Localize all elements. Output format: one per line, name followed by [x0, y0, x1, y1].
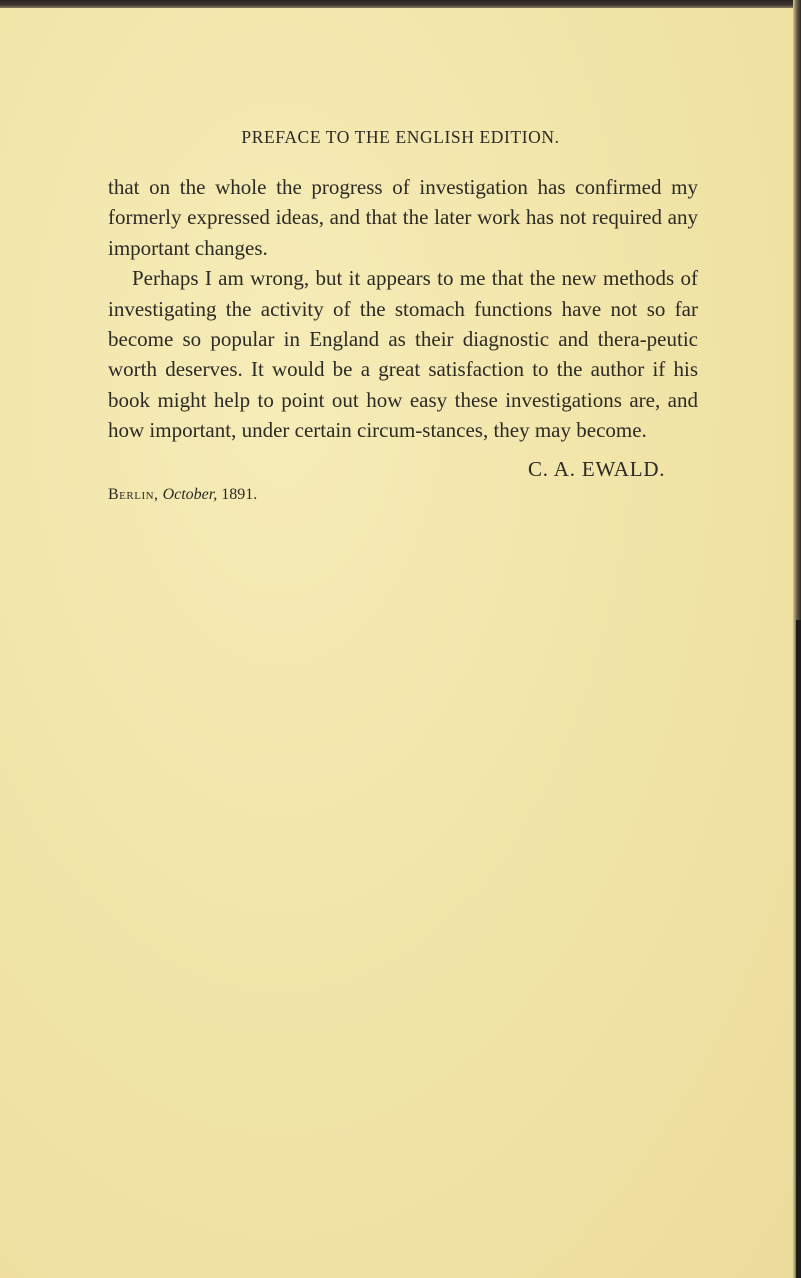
paragraph-continuation: that on the whole the progress of investigation has confirmed my formerly expressed ideas, and that the later work has not required any important changes.	[108, 175, 698, 260]
dateline-year: 1891.	[221, 486, 258, 503]
dateline-place: Berlin,	[108, 486, 159, 503]
dateline-month: October,	[162, 486, 218, 503]
book-binding-shadow	[796, 620, 801, 1278]
dateline	[108, 486, 257, 504]
body-text	[108, 172, 698, 446]
page-top-edge	[0, 0, 801, 8]
running-head: PREFACE TO THE ENGLISH EDITION.	[241, 127, 560, 147]
paragraph: Perhaps I am wrong, but it appears to me that the new methods of investigating the activity of the stomach functions have not so far become so popular in England as their diagnostic and thera-peutic worth deserves. It would be a great satisfaction to the author if his book might help to point out how easy these investigations are, and how important, under certain circum-stances, they may become.	[108, 266, 698, 443]
author-signature: C. A. EWALD.	[528, 457, 666, 481]
